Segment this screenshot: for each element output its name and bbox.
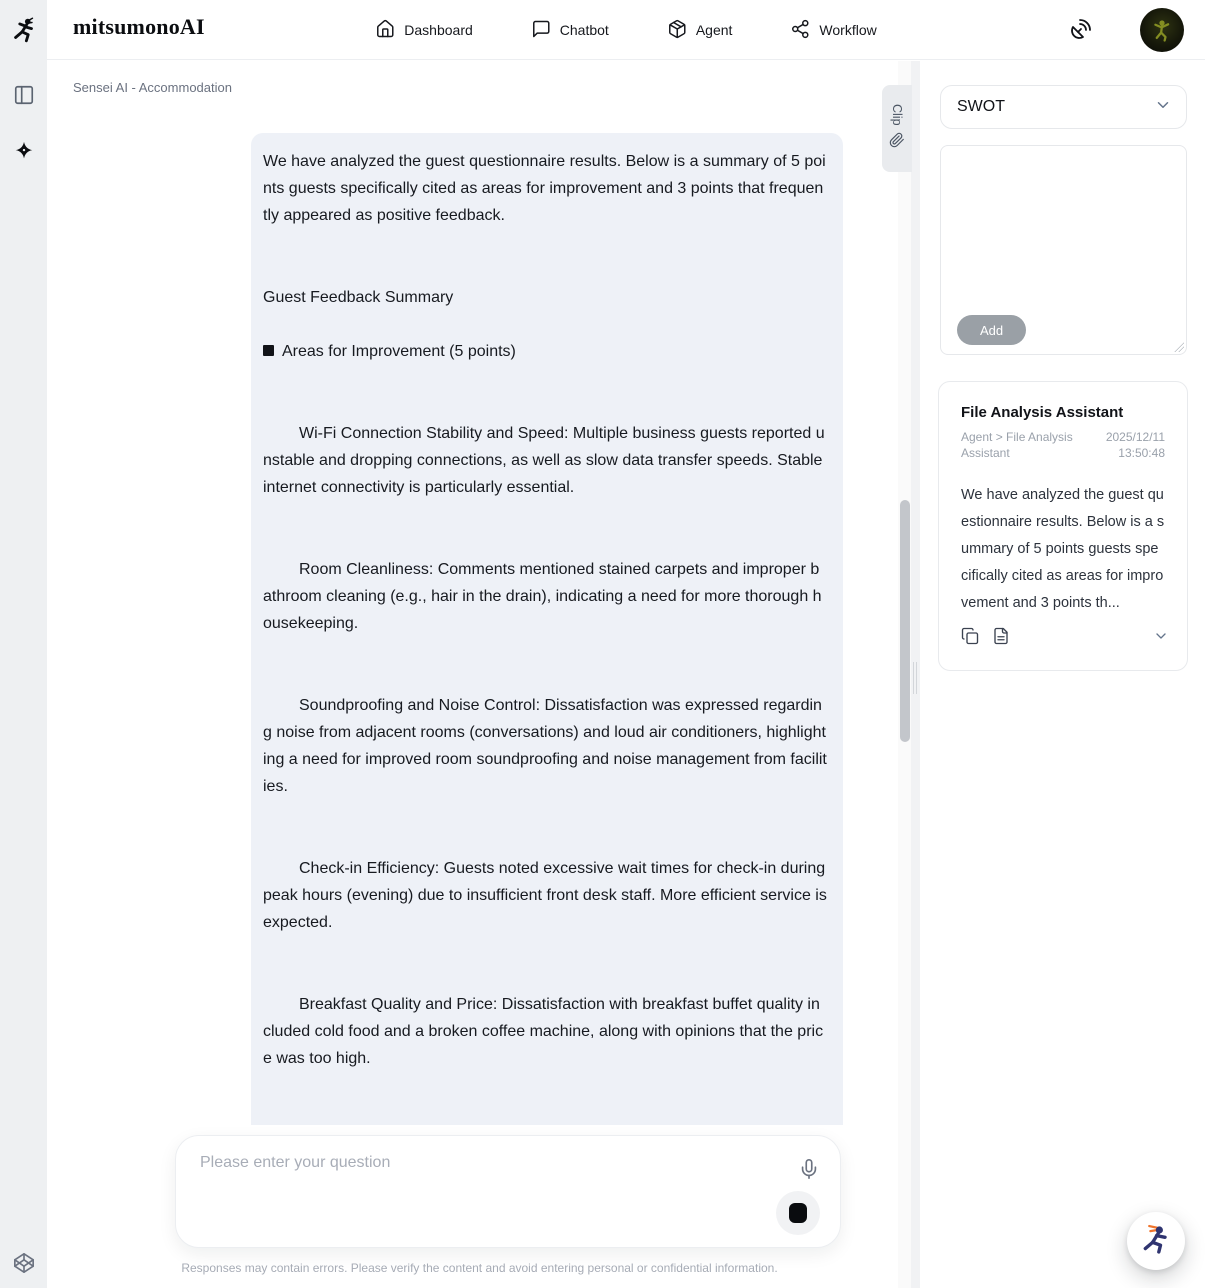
chevron-down-icon[interactable]	[1153, 628, 1169, 649]
user-avatar[interactable]	[1140, 8, 1184, 52]
paperclip-icon	[889, 132, 905, 153]
card-actions	[961, 627, 1169, 650]
brand-logo-text: mitsumonoAI	[73, 14, 205, 39]
message-item-wifi: Wi-Fi Connection Stability and Speed: Multiple business guests reported unstable and dropping connections, as well as slow data transfer speeds. Stable internet connectivity is particularly essential.	[263, 425, 825, 496]
nav-item-dashboard[interactable]	[375, 19, 473, 42]
response-disclaimer: Responses may contain errors. Please verify the content and avoid entering personal or confidential information.	[181, 1261, 778, 1275]
mic-icon[interactable]	[798, 1158, 820, 1185]
message-item-breakfast: Breakfast Quality and Price: Dissatisfaction with breakfast buffet quality included cold food and a broken coffee machine, along with opinions that the price was too high.	[263, 996, 824, 1067]
left-rail	[0, 0, 47, 1288]
share-nodes-icon	[790, 19, 810, 42]
card-meta	[961, 429, 1165, 461]
chat-scrollbar-thumb[interactable]	[900, 500, 910, 742]
card-breadcrumb: Agent > File Analysis Assistant	[961, 430, 1073, 460]
panel-toggle-icon[interactable]	[13, 84, 35, 106]
satellite-dish-icon[interactable]	[1069, 17, 1093, 46]
breadcrumb: Sensei AI - Accommodation	[73, 80, 232, 95]
file-text-icon[interactable]	[992, 627, 1010, 650]
card-title: File Analysis Assistant	[961, 404, 1124, 421]
home-icon	[375, 19, 395, 42]
package-icon	[667, 19, 687, 42]
main-nav	[375, 0, 876, 60]
ninja-logo-icon	[9, 15, 39, 45]
stop-icon	[789, 1203, 807, 1223]
stop-generating-button[interactable]	[776, 1191, 820, 1235]
card-timestamp: 2025/12/11 13:50:48	[1105, 430, 1165, 460]
clip-tab[interactable]	[882, 85, 912, 172]
file-analysis-card[interactable]	[938, 381, 1188, 671]
nav-label: Agent	[695, 22, 733, 38]
nav-label: Dashboard	[404, 22, 473, 38]
selected-analysis-type: SWOT	[957, 98, 1005, 115]
note-input[interactable]	[951, 154, 1176, 284]
add-button[interactable]: Add	[957, 315, 1026, 345]
resizer-handle-icon	[913, 662, 917, 694]
copy-icon[interactable]	[961, 627, 979, 650]
nav-label: Chatbot	[559, 22, 609, 38]
message-section-heading: Areas for Improvement (5 points)	[263, 338, 827, 365]
nav-item-workflow[interactable]	[790, 19, 876, 42]
right-panel	[920, 60, 1205, 1288]
ninja-icon	[1138, 1221, 1174, 1262]
assistant-message-bubble	[251, 133, 843, 1125]
message-item-cleanliness: Room Cleanliness: Comments mentioned stained carpets and improper bathroom cleaning (e.g., hair in the drain), indicating a need for more thorough housekeeping.	[263, 561, 822, 632]
nav-item-agent[interactable]	[667, 19, 733, 42]
panel-resizer[interactable]	[911, 61, 920, 1288]
question-input[interactable]	[200, 1154, 760, 1232]
assistant-fab-button[interactable]	[1127, 1212, 1185, 1270]
top-navbar	[47, 0, 1205, 60]
clip-tab-label: Clip	[890, 103, 904, 126]
card-preview-text: We have analyzed the guest questionnaire results. Below is a summary of 5 points guests specifically cited as areas for improvement and 3 points th...	[961, 487, 1165, 611]
chevron-down-icon	[1154, 96, 1172, 119]
resize-handle-icon[interactable]	[1174, 342, 1184, 352]
sparkle-icon[interactable]	[13, 140, 35, 162]
square-bullet-icon	[263, 345, 274, 356]
question-composer	[175, 1135, 841, 1248]
note-input-box	[940, 145, 1187, 355]
message-item-checkin: Check-in Efficiency: Guests noted excessive wait times for check-in during peak hours (evening) due to insufficient front desk staff. More efficient service is expected.	[263, 860, 827, 931]
analysis-type-select[interactable]	[940, 85, 1187, 129]
nav-item-chatbot[interactable]	[531, 19, 609, 42]
message-item-soundproofing: Soundproofing and Noise Control: Dissatisfaction was expressed regarding noise from adjacent rooms (conversations) and loud air conditioners, highlighting a need for improved room soundproofing and noise management from facilities.	[263, 697, 827, 795]
message-summary-title: Guest Feedback Summary	[263, 289, 454, 306]
message-square-icon	[531, 19, 551, 42]
codepen-cube-icon[interactable]	[13, 1252, 35, 1274]
message-intro: We have analyzed the guest questionnaire results. Below is a summary of 5 points guests specifically cited as areas for improvement and 3 points that frequently appeared as positive feedback.	[263, 153, 826, 224]
nav-label: Workflow	[819, 22, 877, 38]
